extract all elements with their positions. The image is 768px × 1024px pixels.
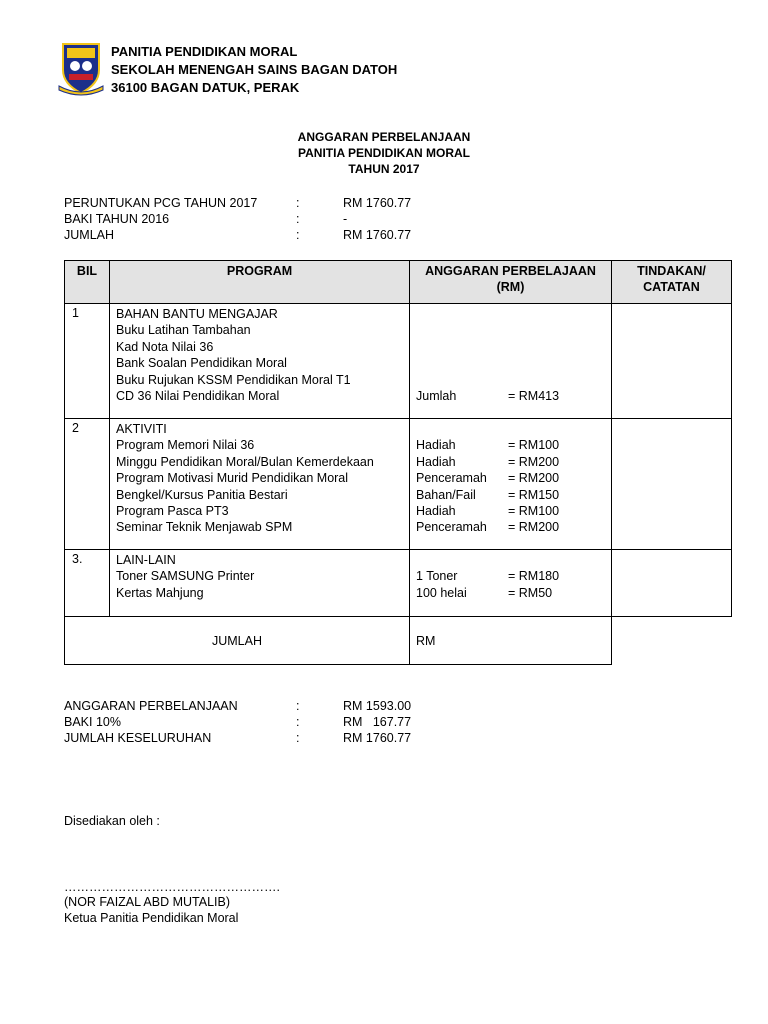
- amount-value: = RM100: [508, 503, 560, 518]
- header-anggaran: [410, 261, 612, 304]
- program-line: Bengkel/Kursus Panitia Bestari: [116, 487, 288, 502]
- summary-colon: :: [296, 212, 300, 226]
- amount-label: [416, 322, 508, 338]
- cell-tindakan: [612, 550, 732, 617]
- program-line: Seminar Teknik Menjawab SPM: [116, 520, 293, 535]
- letterhead-line-2: SEKOLAH MENENGAH SAINS BAGAN DATOH: [111, 62, 398, 77]
- table-row: [65, 419, 732, 550]
- summary-label: BAKI TAHUN 2016: [64, 212, 170, 226]
- cell-program: [110, 304, 410, 419]
- school-crest-logo: [57, 40, 105, 96]
- amount-label: Bahan/Fail: [416, 487, 476, 502]
- program-line: Buku Rujukan KSSM Pendidikan Moral T1: [116, 372, 351, 387]
- summary-value: RM 1760.77: [343, 228, 412, 242]
- amount-label: Hadiah: [416, 438, 456, 453]
- summary-value: RM 1760.77: [343, 731, 412, 745]
- cell-bil: 1: [65, 304, 110, 419]
- program-line: Program Memori Nilai 36: [116, 438, 255, 453]
- program-line: Buku Latihan Tambahan: [116, 323, 251, 338]
- summary-value: RM 1593.00: [343, 699, 412, 713]
- amount-label: [416, 421, 508, 437]
- program-line: Kad Nota Nilai 36: [116, 339, 214, 354]
- table-row: [65, 304, 732, 419]
- header-program: PROGRAM: [110, 261, 410, 304]
- letterhead-line-1: PANITIA PENDIDIKAN MORAL: [111, 44, 298, 59]
- header-bil: BIL: [65, 261, 110, 304]
- amount-label: 100 helai: [416, 585, 467, 600]
- amount-value: = RM50: [508, 585, 553, 600]
- header-tindakan: [612, 261, 732, 304]
- title-line-1: ANGGARAN PERBELANJAAN: [297, 130, 471, 144]
- amount-label: 1 Toner: [416, 569, 458, 584]
- summary-label: BAKI 10%: [64, 715, 121, 729]
- summary-colon: :: [296, 715, 300, 729]
- amount-value: = RM100: [508, 438, 560, 453]
- amount-label: [416, 339, 508, 355]
- signature-line: …………………………………………….: [64, 880, 280, 894]
- prepared-by-label: Disediakan oleh :: [64, 814, 160, 828]
- amount-label: [416, 306, 508, 322]
- total-label: JUMLAH: [65, 617, 410, 665]
- amount-value: = RM180: [508, 569, 560, 584]
- letterhead-line-3: 36100 BAGAN DATUK, PERAK: [111, 80, 300, 95]
- amount-label: Hadiah: [416, 454, 456, 469]
- summary-label: PERUNTUKAN PCG TAHUN 2017: [64, 196, 258, 210]
- amount-label: [416, 372, 508, 388]
- cell-bil: 2: [65, 419, 110, 550]
- amount-value: = RM200: [508, 471, 560, 486]
- summary-colon: :: [296, 699, 300, 713]
- cell-bil: 3.: [65, 550, 110, 617]
- program-line: Program Motivasi Murid Pendidikan Moral: [116, 471, 349, 486]
- program-line: Kertas Mahjung: [116, 585, 204, 600]
- budget-table: [64, 260, 732, 665]
- cell-program: [110, 419, 410, 550]
- amount-value: = RM200: [508, 520, 560, 535]
- signatory-name: (NOR FAIZAL ABD MUTALIB): [64, 895, 230, 909]
- table-total-row: [65, 617, 732, 665]
- title-line-3: TAHUN 2017: [348, 162, 420, 176]
- program-line: LAIN-LAIN: [116, 553, 176, 567]
- summary-label: JUMLAH: [64, 228, 115, 242]
- amount-value: = RM150: [508, 487, 560, 502]
- amount-value: = RM413: [508, 388, 560, 403]
- table-row: [65, 550, 732, 617]
- program-line: AKTIVITI: [116, 422, 167, 436]
- program-line: Program Pasca PT3: [116, 503, 229, 518]
- program-line: Minggu Pendidikan Moral/Bulan Kemerdekaan: [116, 454, 374, 469]
- summary-colon: :: [296, 228, 300, 242]
- amount-label: [416, 552, 508, 568]
- total-empty-cell: [612, 617, 732, 665]
- amount-label: Penceramah: [416, 471, 487, 486]
- cell-anggaran: [410, 304, 612, 419]
- cell-tindakan: [612, 304, 732, 419]
- cell-anggaran: [410, 550, 612, 617]
- cell-program: [110, 550, 410, 617]
- header-tindakan-line: TINDAKAN/: [637, 264, 706, 278]
- signatory-position: Ketua Panitia Pendidikan Moral: [64, 911, 239, 925]
- amount-label: [416, 355, 508, 371]
- program-line: Bank Soalan Pendidikan Moral: [116, 356, 287, 371]
- program-line: BAHAN BANTU MENGAJAR: [116, 307, 278, 321]
- summary-colon: :: [296, 731, 300, 745]
- summary-label: ANGGARAN PERBELANJAAN: [64, 699, 238, 713]
- summary-colon: :: [296, 196, 300, 210]
- summary-label: JUMLAH KESELURUHAN: [64, 731, 212, 745]
- cell-tindakan: [612, 419, 732, 550]
- summary-value: -: [343, 212, 348, 226]
- header-tindakan-line: CATATAN: [643, 280, 700, 294]
- amount-label: Jumlah: [416, 388, 457, 403]
- summary-value: RM 167.77: [343, 715, 412, 729]
- program-line: CD 36 Nilai Pendidikan Moral: [116, 388, 280, 403]
- header-anggaran-line: ANGGARAN PERBELAJAAN: [425, 264, 596, 278]
- cell-anggaran: [410, 419, 612, 550]
- header-anggaran-line: (RM): [496, 280, 525, 294]
- total-value: RM: [410, 617, 612, 665]
- amount-label: Hadiah: [416, 503, 456, 518]
- table-header-row: [65, 261, 732, 304]
- amount-label: Penceramah: [416, 520, 487, 535]
- amount-value: = RM200: [508, 454, 560, 469]
- title-line-2: PANITIA PENDIDIKAN MORAL: [298, 146, 470, 160]
- program-line: Toner SAMSUNG Printer: [116, 569, 255, 584]
- summary-value: RM 1760.77: [343, 196, 412, 210]
